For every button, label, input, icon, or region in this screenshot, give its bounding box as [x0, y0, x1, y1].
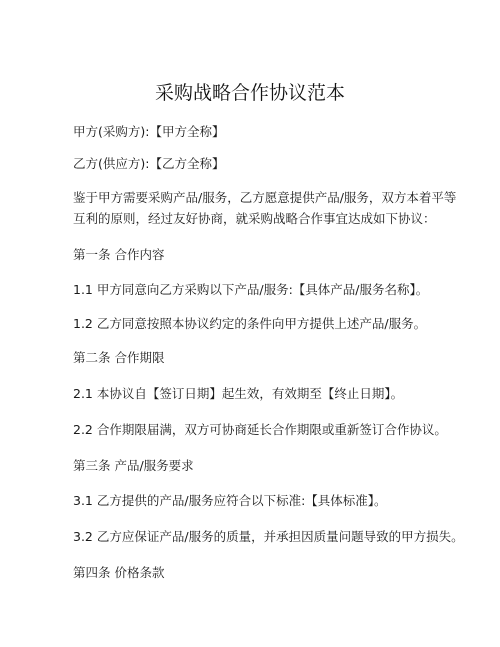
- section-4-heading: 第四条 价格条款: [73, 565, 165, 580]
- clause-2-2: 2.2 合作期限届满，双方可协商延长合作期限或重新签订合作协议。: [73, 422, 447, 437]
- clause-1-1: 1.1 甲方同意向乙方采购以下产品/服务:【具体产品/服务名称】。: [73, 282, 429, 297]
- preamble-paragraph: [73, 187, 457, 229]
- section-3-heading: 第三条 产品/服务要求: [73, 458, 194, 473]
- party-b-line: 乙方(供应方):【乙方全称】: [73, 156, 225, 171]
- party-a-line: 甲方(采购方):【甲方全称】: [73, 124, 225, 139]
- clause-1-2: 1.2 乙方同意按照本协议约定的条件向甲方提供上述产品/服务。: [73, 316, 427, 331]
- clause-3-1: 3.1 乙方提供的产品/服务应符合以下标准:【具体标准】。: [73, 493, 387, 508]
- document-title: 采购战略合作协议范本: [154, 82, 345, 104]
- preamble-line-2: 互利的原则，经过友好协商，就采购战略合作事宜达成如下协议：: [73, 211, 436, 226]
- section-2-heading: 第二条 合作期限: [73, 350, 165, 365]
- preamble-line-1: 鉴于甲方需要采购产品/服务，乙方愿意提供产品/服务，双方本着平等: [73, 190, 457, 205]
- clause-2-1: 2.1 本协议自【签订日期】起生效，有效期至【终止日期】。: [73, 386, 404, 401]
- clause-3-2: 3.2 乙方应保证产品/服务的质量，并承担因质量问题导致的甲方损失。: [73, 529, 464, 544]
- section-1-heading: 第一条 合作内容: [73, 247, 165, 262]
